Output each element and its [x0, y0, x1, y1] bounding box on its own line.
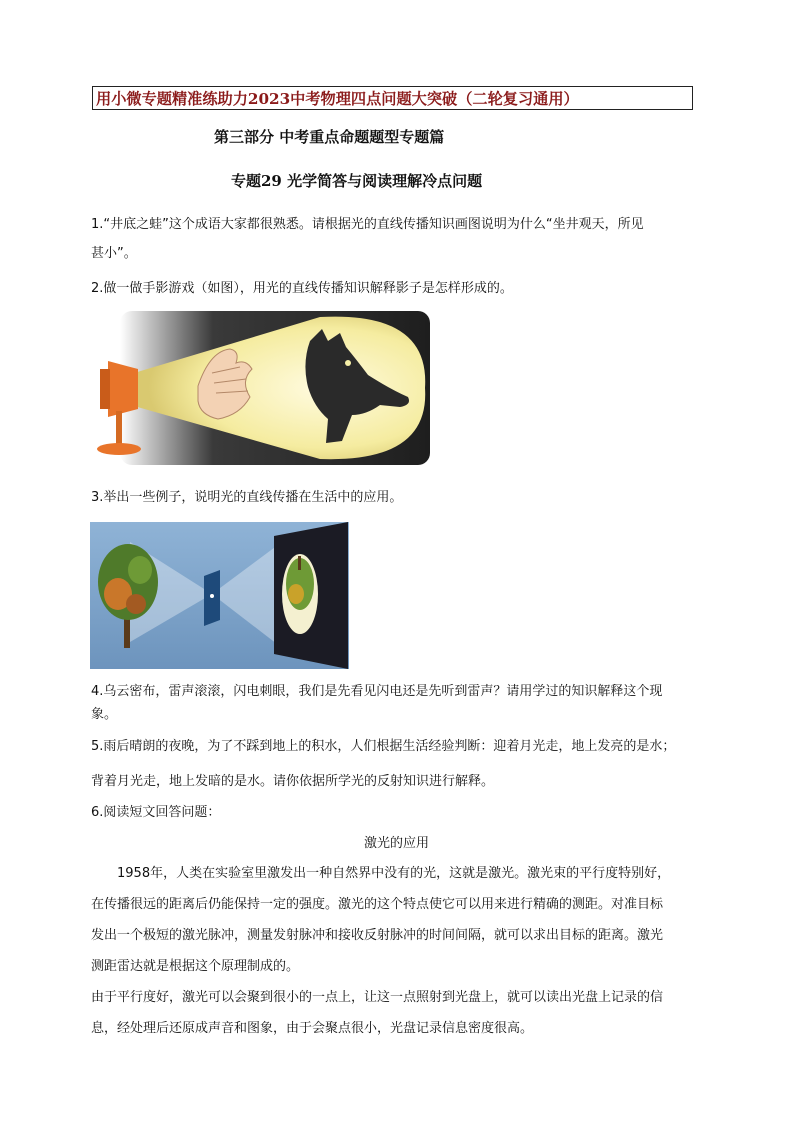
question-6: 6.阅读短文回答问题： [91, 805, 221, 820]
topic-title: 专题29 光学简答与阅读理解冷点问题 [231, 172, 483, 190]
question-5-line-2: 背着月光走，地上发暗的是水。请你依据所学光的反射知识进行解释。 [91, 774, 495, 789]
question-5-line-1: 5.雨后晴朗的夜晚，为了不踩到地上的积水，人们根据生活经验判断：迎着月光走，地上发亮的是水； [91, 739, 676, 754]
pinhole-imaging-illustration [90, 522, 349, 669]
reading-paragraph-1-line-1: 1958年，人类在实验室里激发出一种自然界中没有的光，这就是激光。激光束的平行度特别好， [117, 866, 671, 881]
question-4-line-2: 象。 [91, 707, 118, 722]
reading-paragraph-2-line-1: 由于平行度好，激光可以会聚到很小的一点上，让这一点照射到光盘上，就可以读出光盘上记录的信 [91, 990, 664, 1005]
question-2: 2.做一做手影游戏（如图），用光的直线传播知识解释影子是怎样形成的。 [91, 281, 513, 296]
reading-paragraph-1-line-3: 发出一个极短的激光脉冲，测量发射脉冲和接收反射脉冲的时间间隔，就可以求出目标的距离。激光 [91, 928, 664, 943]
question-4-line-1: 4.乌云密布，雷声滚滚，闪电刺眼，我们是先看见闪电还是先听到雷声？请用学过的知识解释这个现 [91, 684, 663, 699]
reading-paragraph-1-line-4: 测距雷达就是根据这个原理制成的。 [91, 959, 300, 974]
question-1-line-2: 甚小”。 [91, 246, 137, 261]
series-title: 用小微专题精准练助力2023中考物理四点问题大突破（二轮复习通用） [96, 90, 579, 108]
question-1-line-1: 1.“井底之蛙”这个成语大家都很熟悉。请根据光的直线传播知识画图说明为什么“坐井观天，所见 [91, 217, 644, 232]
reading-paragraph-1-line-2: 在传播很远的距离后仍能保持一定的强度。激光的这个特点使它可以用来进行精确的测距。对准目标 [91, 897, 664, 912]
reading-title: 激光的应用 [364, 836, 430, 851]
reading-paragraph-2-line-2: 息，经处理后还原成声音和图象，由于会聚点很小，光盘记录信息密度很高。 [91, 1021, 534, 1036]
question-3: 3.举出一些例子，说明光的直线传播在生活中的应用。 [91, 490, 403, 505]
hand-shadow-illustration [90, 311, 430, 465]
part-title: 第三部分 中考重点命题题型专题篇 [214, 128, 445, 146]
